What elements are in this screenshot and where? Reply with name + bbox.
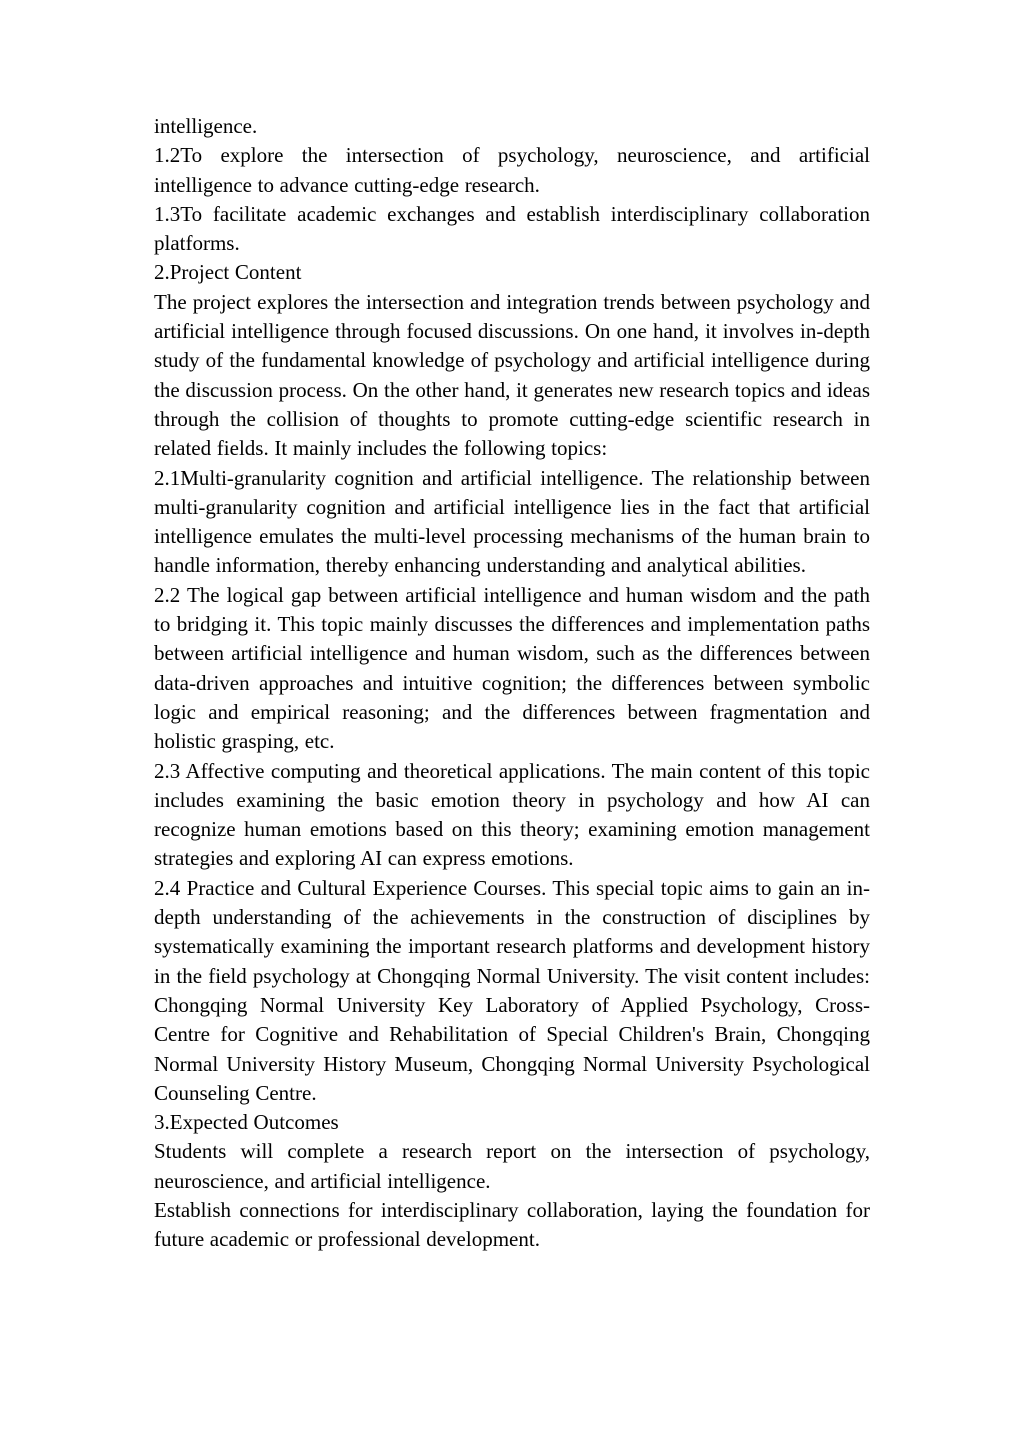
paragraph-topic-2-3: 2.3 Affective computing and theoretical applications. The main content of this topic includes examining the basic emotion theory in psychology and how AI can recognize human emotions based on this theory; examining emotion management strategies and exploring AI can express emotions. xyxy=(154,758,870,871)
paragraph-topic-2-1: 2.1Multi-granularity cognition and artificial intelligence. The relationship between multi-granularity cognition and artificial intelligence lies in the fact that artificial intelligence emulates the multi-level processing mechanisms of the human brain to handle information, thereby enhancing understanding and analytical abilities. xyxy=(154,465,870,578)
paragraph-continuation-intelligence: intelligence. xyxy=(154,114,258,138)
paragraph-project-overview: The project explores the intersection and integration trends between psychology and artificial intelligence through focused discussions. On one hand, it involves in-depth study of the fundamental knowledge of psychology and artificial intelligence during the discussion process. On the other hand, it generates new research topics and ideas through the collision of thoughts to promote cutting-edge scientific research in related fields. It mainly includes the following topics: xyxy=(154,289,870,461)
heading-expected-outcomes: 3.Expected Outcomes xyxy=(154,1110,339,1135)
paragraph-topic-2-2: 2.2 The logical gap between artificial intelligence and human wisdom and the path to bridging it. This topic mainly discusses the differences and implementation paths between artificial intelligence and human wisdom, such as the differences between data-driven approaches and intuitive cognition; the differences between symbolic logic and empirical reasoning; and the differences between fragmentation and holistic grasping, etc. xyxy=(154,582,870,754)
heading-project-content: 2.Project Content xyxy=(154,260,302,285)
paragraph-outcome-collaboration: Establish connections for interdisciplinary collaboration, laying the foundation for future academic or professional development. xyxy=(154,1197,870,1252)
paragraph-outcome-research-report: Students will complete a research report on the intersection of psychology, neuroscience, and artificial intelligence. xyxy=(154,1139,870,1193)
document-text-block xyxy=(154,112,870,1255)
paragraph-objective-1-3: 1.3To facilitate academic exchanges and establish interdisciplinary collaboration platforms. xyxy=(154,201,870,256)
paragraph-objective-1-2: 1.2To explore the intersection of psychology, neuroscience, and artificial intelligence to advance cutting-edge research. xyxy=(154,143,870,197)
paragraph-topic-2-4: 2.4 Practice and Cultural Experience Courses. This special topic aims to gain an in-depth understanding of the achievements in the construction of disciplines by systematically examining the important research platforms and development history in the field psychology at Chongqing Normal University. The visit content includes: Chongqing Normal University Key Laboratory of Applied Psychology, Cross-Centre for Cognitive and Rehabilitation of Special Children's Brain, Chongqing Normal University History Museum, Chongqing Normal University Psychological Counseling Centre. xyxy=(154,875,870,1105)
